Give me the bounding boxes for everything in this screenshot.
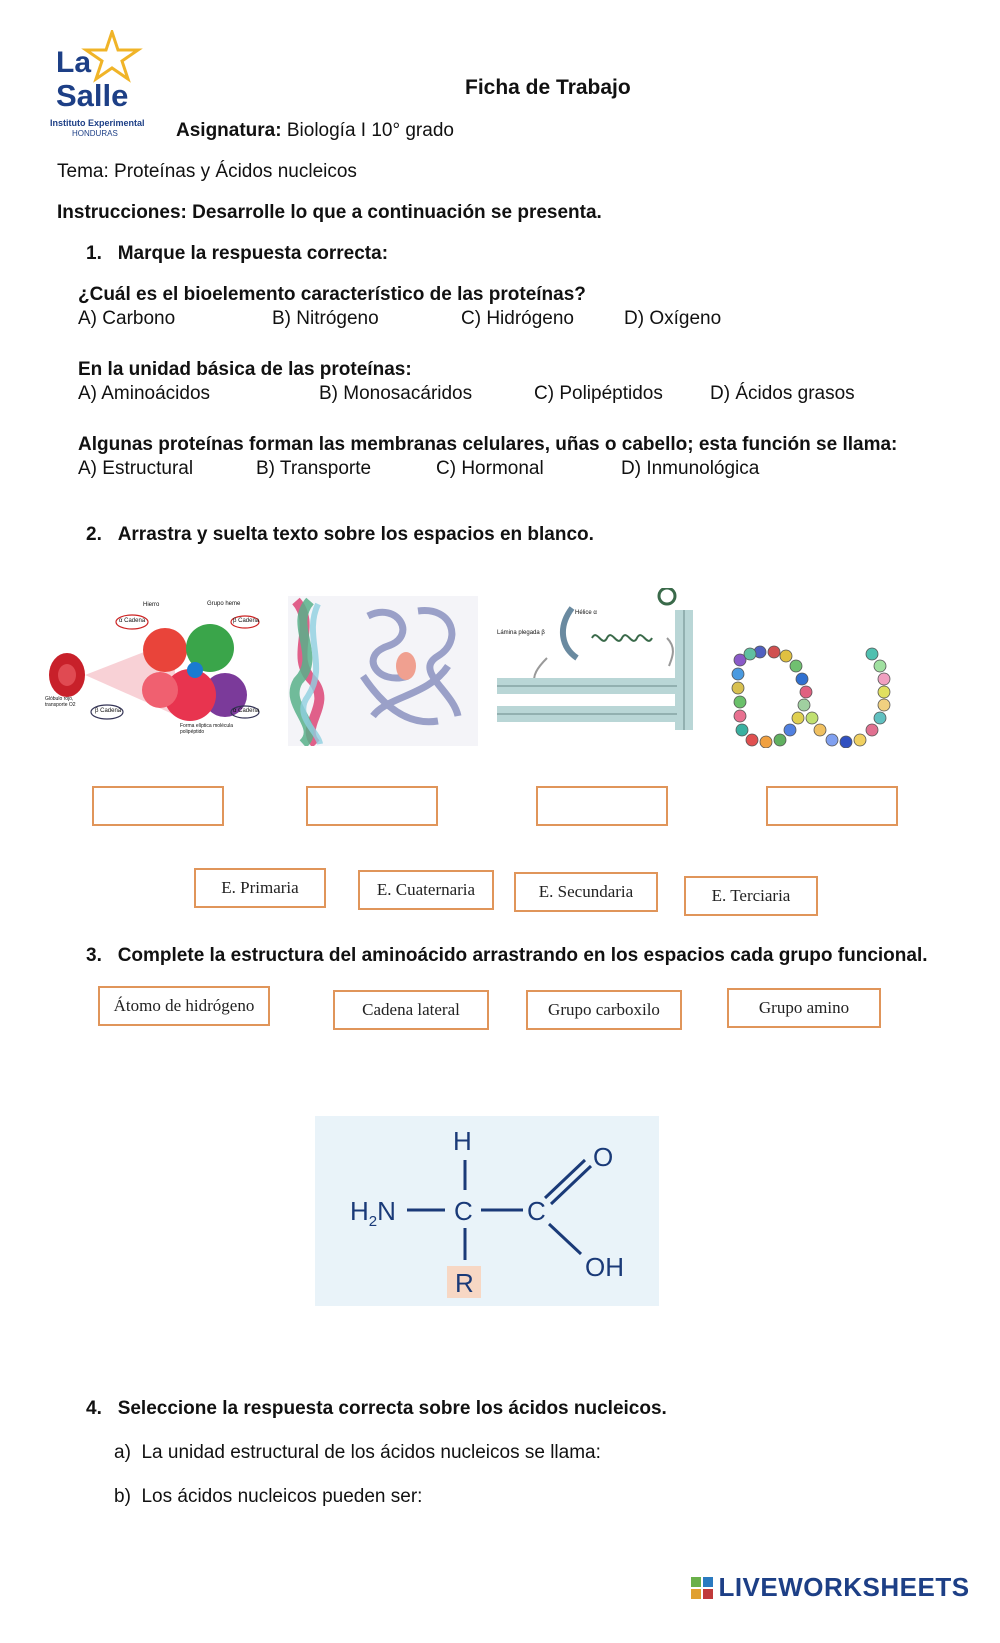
q1-item1-option-a[interactable]: A) Carbono [78, 308, 176, 329]
amino-acid-structure [315, 1116, 659, 1306]
atom-c-alpha: C [454, 1196, 473, 1226]
q4-item-b [114, 1486, 422, 1508]
q1-item2-question: En la unidad básica de las proteínas: [78, 359, 412, 380]
q1-item1-option-d[interactable]: D) Oxígeno [624, 308, 722, 329]
chip-carboxyl-group[interactable]: Grupo carboxilo [526, 990, 682, 1030]
q1-item1-option-c[interactable]: C) Hidrógeno [461, 308, 574, 329]
q2-drop-zone-3[interactable] [536, 786, 668, 826]
subject-label: Asignatura: [176, 120, 282, 141]
logo-sub2: HONDURAS [72, 129, 118, 138]
liveworksheets-icon [690, 1576, 714, 1600]
q4-item-b-marker: b) [114, 1486, 131, 1507]
q2-drop-zone-1[interactable] [92, 786, 224, 826]
q1-item1-option-b[interactable]: B) Nitrógeno [272, 308, 379, 329]
label-helix: Hélice α [575, 610, 597, 616]
hemo-label-beta2: β Cadena [95, 708, 122, 714]
chip-secundaria[interactable]: E. Secundaria [514, 872, 658, 912]
q4-item-a-marker: a) [114, 1442, 131, 1463]
q4-heading: 4. Seleccione la respuesta correcta sobre los ácidos nucleicos. [86, 1398, 667, 1419]
label-sheet: Lámina plegada β [497, 630, 545, 636]
atom-r: R [455, 1268, 474, 1298]
atom-amine-h: H [350, 1196, 369, 1226]
atom-c-carboxyl: C [527, 1196, 546, 1226]
q3-heading: 3. Complete la estructura del aminoácido arrastrando en los espacios cada grupo funcional. [86, 945, 928, 966]
chip-amino-group[interactable]: Grupo amino [727, 988, 881, 1028]
hemo-label-heme: Grupo heme [207, 601, 241, 607]
chip-terciaria[interactable]: E. Terciaria [684, 876, 818, 916]
q2-heading: 2. Arrastra y suelta texto sobre los espacios en blanco. [86, 524, 594, 545]
q1-item2-option-b[interactable]: B) Monosacáridos [319, 383, 473, 404]
chip-hydrogen-atom[interactable]: Átomo de hidrógeno [98, 986, 270, 1026]
chip-cuaternaria[interactable]: E. Cuaternaria [358, 870, 494, 910]
image-hemoglobin [45, 600, 267, 755]
q1-item3-option-a[interactable]: A) Estructural [78, 458, 194, 479]
chip-primaria[interactable]: E. Primaria [194, 868, 326, 908]
hemo-label-redcell: Glóbulo rojo, transporte O2 [45, 696, 76, 708]
atom-o: O [593, 1142, 614, 1172]
q1-heading-text: Marque la respuesta correcta: [117, 243, 389, 264]
q1-item2-option-c[interactable]: C) Polipéptidos [534, 383, 663, 404]
chip-side-chain[interactable]: Cadena lateral [333, 990, 489, 1030]
tertiary-ribbon-illustration [288, 596, 478, 746]
topic: Tema: Proteínas y Ácidos nucleicos [57, 161, 357, 182]
image-secondary [497, 588, 707, 748]
subject-value: Biología I 10° grado [281, 120, 454, 141]
hemo-label-beta1: β Cadena [233, 618, 260, 624]
atom-amine-n: N [377, 1196, 396, 1226]
hemo-label-alpha1: α Cadena [119, 618, 146, 624]
q4-item-b-text: Los ácidos nucleicos pueden ser: [141, 1486, 423, 1507]
subject-line [176, 120, 454, 142]
school-logo [50, 30, 150, 140]
q1-item1-question: ¿Cuál es el bioelemento característico de las proteínas? [78, 284, 586, 305]
q1-item3-option-b[interactable]: B) Transporte [256, 458, 372, 479]
logo-text-salle: Salle [56, 78, 129, 113]
secondary-structure-illustration [497, 588, 707, 748]
atom-h: H [453, 1126, 472, 1156]
image-tertiary [288, 596, 478, 746]
q1-item2-option-a[interactable]: A) Aminoácidos [78, 383, 211, 404]
liveworksheets-brand [690, 1572, 970, 1603]
hemo-label-alpha2: α Cadena [233, 708, 260, 714]
q2-drop-zone-2[interactable] [306, 786, 438, 826]
primary-sequence-illustration [730, 630, 910, 748]
logo-text-la: La [56, 46, 92, 79]
q2-drop-zone-4[interactable] [766, 786, 898, 826]
q1-item3-option-d[interactable]: D) Inmunológica [621, 458, 760, 479]
q2-heading-text: Arrastra y suelta texto sobre los espacios en blanco. [117, 524, 594, 545]
atom-amine-sub: 2 [368, 1213, 378, 1231]
q1-item3-option-c[interactable]: C) Hormonal [436, 458, 544, 479]
q1-item2-option-d[interactable]: D) Ácidos grasos [710, 383, 855, 404]
hemo-label-iron: Hierro [143, 602, 160, 608]
q1-heading: 1. Marque la respuesta correcta: [86, 243, 389, 264]
page-title: Ficha de Trabajo [465, 76, 631, 99]
atom-amine [350, 1196, 396, 1230]
q4-item-a-text: La unidad estructural de los ácidos nucleicos se llama: [141, 1442, 601, 1463]
q1-item3-question: Algunas proteínas forman las membranas celulares, uñas o cabello; esta función se llama: [78, 434, 898, 455]
atom-oh: OH [585, 1252, 624, 1282]
image-primary [730, 630, 910, 748]
q3-heading-text: Complete la estructura del aminoácido arrastrando en los espacios cada grupo funcional. [117, 945, 928, 966]
q4-heading-text: Seleccione la respuesta correcta sobre los ácidos nucleicos. [117, 1398, 667, 1419]
logo-sub1: Instituto Experimental [50, 118, 145, 128]
hemo-label-shape: Forma elíptica molécula polipéptido [180, 723, 234, 735]
q4-item-a [114, 1442, 601, 1464]
instructions: Instrucciones: Desarrolle lo que a continuación se presenta. [57, 202, 602, 223]
brand-text: LIVEWORKSHEETS [718, 1572, 970, 1602]
